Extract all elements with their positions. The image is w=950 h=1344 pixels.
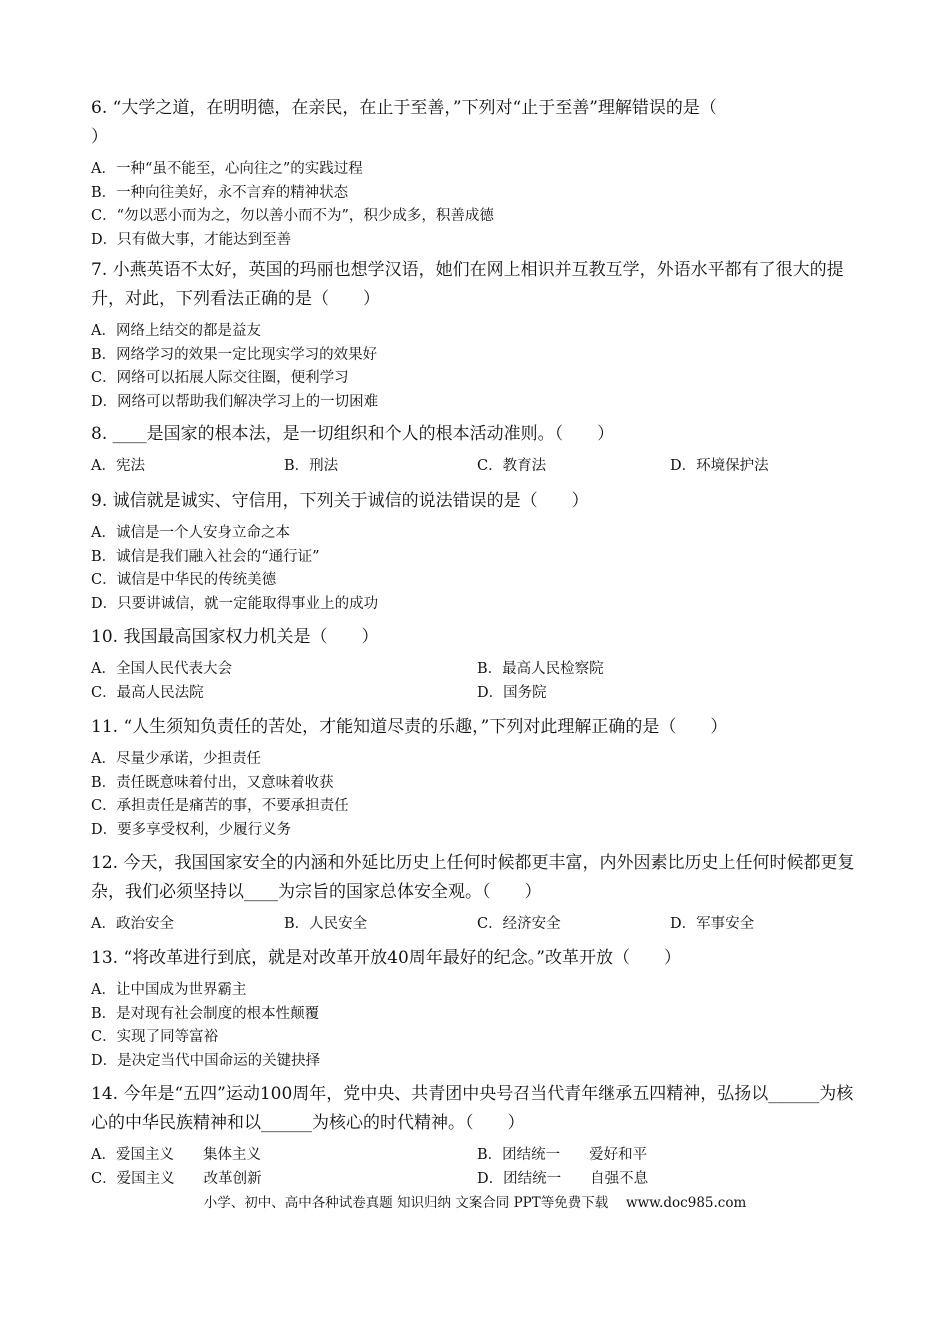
option-b: B．责任既意味着付出，又意味着收获 xyxy=(91,774,334,791)
option-a: A．网络上结交的都是益友 xyxy=(91,323,261,339)
option-b: B．一种向往美好，永不言弃的精神状态 xyxy=(91,184,349,201)
question-10 xyxy=(91,623,861,705)
option-c: C．爱国主义 改革创新 xyxy=(91,1170,262,1187)
option-c: C．“勿以恶小而为之，勿以善小而不为”，积少成多，积善成德 xyxy=(91,208,494,224)
option-c: C．最高人民法院 xyxy=(91,684,204,701)
question-7 xyxy=(91,256,861,414)
option-b: B．诚信是我们融入社会的“通行证” xyxy=(91,548,320,565)
question-stem: 11. “人生须知负责任的苦处，才能知道尽责的乐趣，”下列对此理解正确的是（ ） xyxy=(91,717,728,737)
option-b: B．团结统一 爱好和平 xyxy=(477,1147,648,1163)
option-d: D．国务院 xyxy=(477,684,547,701)
option-a: A．一种“虽不能至，心向往之”的实践过程 xyxy=(91,161,363,177)
option-d: D．只要讲诚信，就一定能取得事业上的成功 xyxy=(91,595,379,612)
option-b: B．最高人民检察院 xyxy=(477,661,604,677)
question-11 xyxy=(91,713,861,842)
question-13 xyxy=(91,944,861,1073)
option-list xyxy=(91,455,861,479)
option-list xyxy=(91,979,861,1073)
option-a: A．诚信是一个人安身立命之本 xyxy=(91,525,290,541)
question-6 xyxy=(91,94,861,252)
question-stem: 14. 今年是“五四”运动100周年，党中央、共青团中央号召当代青年继承五四精神，弘扬以______为核心的中华民族精神和以______为核心的时代精神。（ ） xyxy=(91,1084,854,1133)
option-a: A．政治安全 xyxy=(91,916,174,932)
option-list xyxy=(91,913,861,937)
option-d: D．只有做大事，才能达到至善 xyxy=(91,231,292,248)
question-stem: 13. “将改革进行到底，就是对改革开放40周年最好的纪念。”改革开放（ ） xyxy=(91,948,681,968)
option-c: C．实现了同等富裕 xyxy=(91,1029,219,1045)
option-d: D．要多享受权利，少履行义务 xyxy=(91,821,292,838)
question-stem: 7. 小燕英语不太好，英国的玛丽也想学汉语，她们在网上相识并互教互学，外语水平都有了很大的提升，对此，下列看法正确的是（ ） xyxy=(91,260,844,309)
option-list xyxy=(91,522,861,616)
option-d: D．团结统一 自强不息 xyxy=(477,1170,649,1187)
question-12 xyxy=(91,849,861,937)
option-a: A．全国人民代表大会 xyxy=(91,661,232,677)
option-d: D．是决定当代中国命运的关键抉择 xyxy=(91,1052,321,1069)
page-footer: 小学、初中、高中各种试卷真题 知识归纳 文案合同 PPT等免费下载 www.doc985.com xyxy=(203,1195,747,1211)
question-9 xyxy=(91,487,861,616)
option-b: B．是对现有社会制度的根本性颠覆 xyxy=(91,1005,320,1022)
option-a: A．宪法 xyxy=(91,458,145,474)
question-stem: 6. “大学之道，在明明德，在亲民，在止于至善，”下列对“止于至善”理解错误的是（ ） xyxy=(91,98,717,147)
option-d: D．网络可以帮助我们解决学习上的一切困难 xyxy=(91,393,379,410)
option-a: A．爱国主义 集体主义 xyxy=(91,1147,261,1163)
question-stem: 8. ____是国家的根本法，是一切组织和个人的根本活动准则。（ ） xyxy=(91,424,615,444)
option-list xyxy=(91,320,861,414)
option-list xyxy=(91,158,861,252)
option-b: B．网络学习的效果一定比现实学习的效果好 xyxy=(91,346,378,363)
option-d: D．军事安全 xyxy=(670,916,755,932)
question-14 xyxy=(91,1080,861,1191)
option-list xyxy=(91,658,861,705)
option-c: C．网络可以拓展人际交往圈，便利学习 xyxy=(91,370,349,386)
option-b: B．刑法 xyxy=(284,458,339,474)
option-b: B．人民安全 xyxy=(284,916,368,932)
question-stem: 9. 诚信就是诚实、守信用，下列关于诚信的说法错误的是（ ） xyxy=(91,491,589,511)
option-c: C．承担责任是痛苦的事，不要承担责任 xyxy=(91,798,349,814)
option-c: C．诚信是中华民的传统美德 xyxy=(91,572,277,588)
option-a: A．尽量少承诺，少担责任 xyxy=(91,751,261,767)
question-stem: 10. 我国最高国家权力机关是（ ） xyxy=(91,627,379,647)
option-list xyxy=(91,1144,861,1191)
question-stem: 12. 今天，我国国家安全的内涵和外延比历史上任何时候都更丰富，内外因素比历史上任何时候都更复杂，我们必须坚持以____为宗旨的国家总体安全观。（ ） xyxy=(91,853,855,902)
option-c: C．经济安全 xyxy=(477,916,561,932)
option-d: D．环境保护法 xyxy=(670,458,769,474)
option-a: A．让中国成为世界霸主 xyxy=(91,982,247,998)
option-list xyxy=(91,748,861,842)
option-c: C．教育法 xyxy=(477,458,547,474)
question-8 xyxy=(91,420,861,479)
